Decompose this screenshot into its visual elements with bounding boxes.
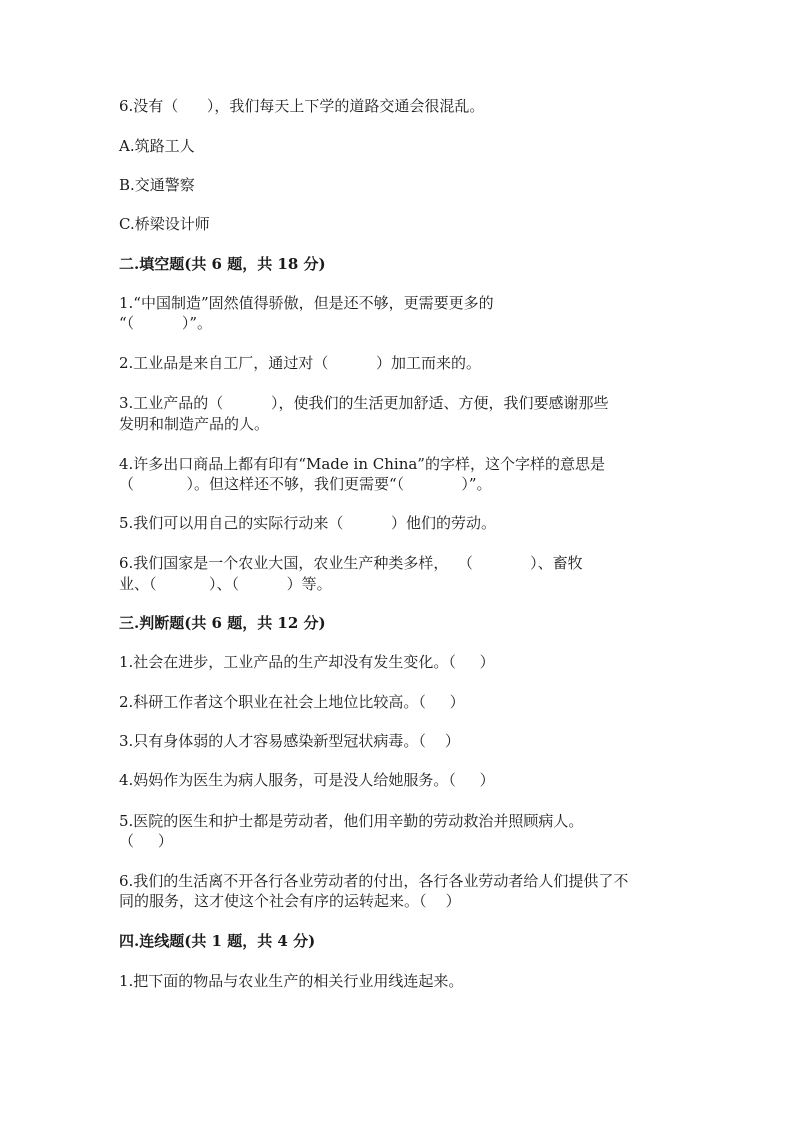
fill-blank-q4-line2: （ ）。但这样还不够，我们更需要“（ ）”。 <box>119 475 492 493</box>
section-heading-matching: 四.连线题(共 1 题，共 4 分) <box>119 932 316 950</box>
fill-blank-q3-line2: 发明和制造产品的人。 <box>119 415 270 433</box>
fill-blank-q4-line1: 4.许多出口商品上都有印有“Made in China”的字样，这个字样的意思是 <box>119 455 605 473</box>
true-false-q2: 2.科研工作者这个职业在社会上地位比较高。（ ） <box>119 693 465 711</box>
choice-question-6: 6.没有（ ），我们每天上下学的道路交通会很混乱。 <box>119 97 485 115</box>
true-false-q5-line2: （ ） <box>119 832 173 850</box>
matching-q1: 1.把下面的物品与农业生产的相关行业用线连起来。 <box>119 972 464 990</box>
option-a: A.筑路工人 <box>119 137 195 155</box>
fill-blank-q3-line1: 3.工业产品的（ ），使我们的生活更加舒适、方便，我们要感谢那些 <box>119 394 609 412</box>
fill-blank-q6-line2: 业、（ ）、（ ）等。 <box>119 575 332 593</box>
fill-blank-q6-line1: 6.我们国家是一个农业大国，农业生产种类多样， （ ）、畜牧 <box>119 554 583 572</box>
section-heading-true-false: 三.判断题(共 6 题，共 12 分) <box>119 614 326 632</box>
option-c: C.桥梁设计师 <box>119 215 210 233</box>
option-b: B.交通警察 <box>119 176 195 194</box>
true-false-q4: 4.妈妈作为医生为病人服务，可是没人给她服务。（ ） <box>119 771 495 789</box>
true-false-q1: 1.社会在进步，工业产品的生产却没有发生变化。（ ） <box>119 653 495 671</box>
fill-blank-q1-line2: “（ ）”。 <box>119 314 213 332</box>
true-false-q6-line2: 同的服务，这才使这个社会有序的运转起来。（ ） <box>119 892 461 910</box>
true-false-q3: 3.只有身体弱的人才容易感染新型冠状病毒。（ ） <box>119 732 460 750</box>
fill-blank-q5: 5.我们可以用自己的实际行动来（ ）他们的劳动。 <box>119 514 496 532</box>
section-heading-fill-blank: 二.填空题(共 6 题，共 18 分) <box>119 255 326 273</box>
true-false-q5-line1: 5.医院的医生和护士都是劳动者，他们用辛勤的劳动救治并照顾病人。 <box>119 812 584 830</box>
fill-blank-q2: 2.工业品是来自工厂，通过对（ ）加工而来的。 <box>119 354 481 372</box>
fill-blank-q1-line1: 1.“中国制造”固然值得骄傲，但是还不够，更需要更多的 <box>119 294 494 312</box>
true-false-q6-line1: 6.我们的生活离不开各行各业劳动者的付出，各行各业劳动者给人们提供了不 <box>119 872 629 890</box>
